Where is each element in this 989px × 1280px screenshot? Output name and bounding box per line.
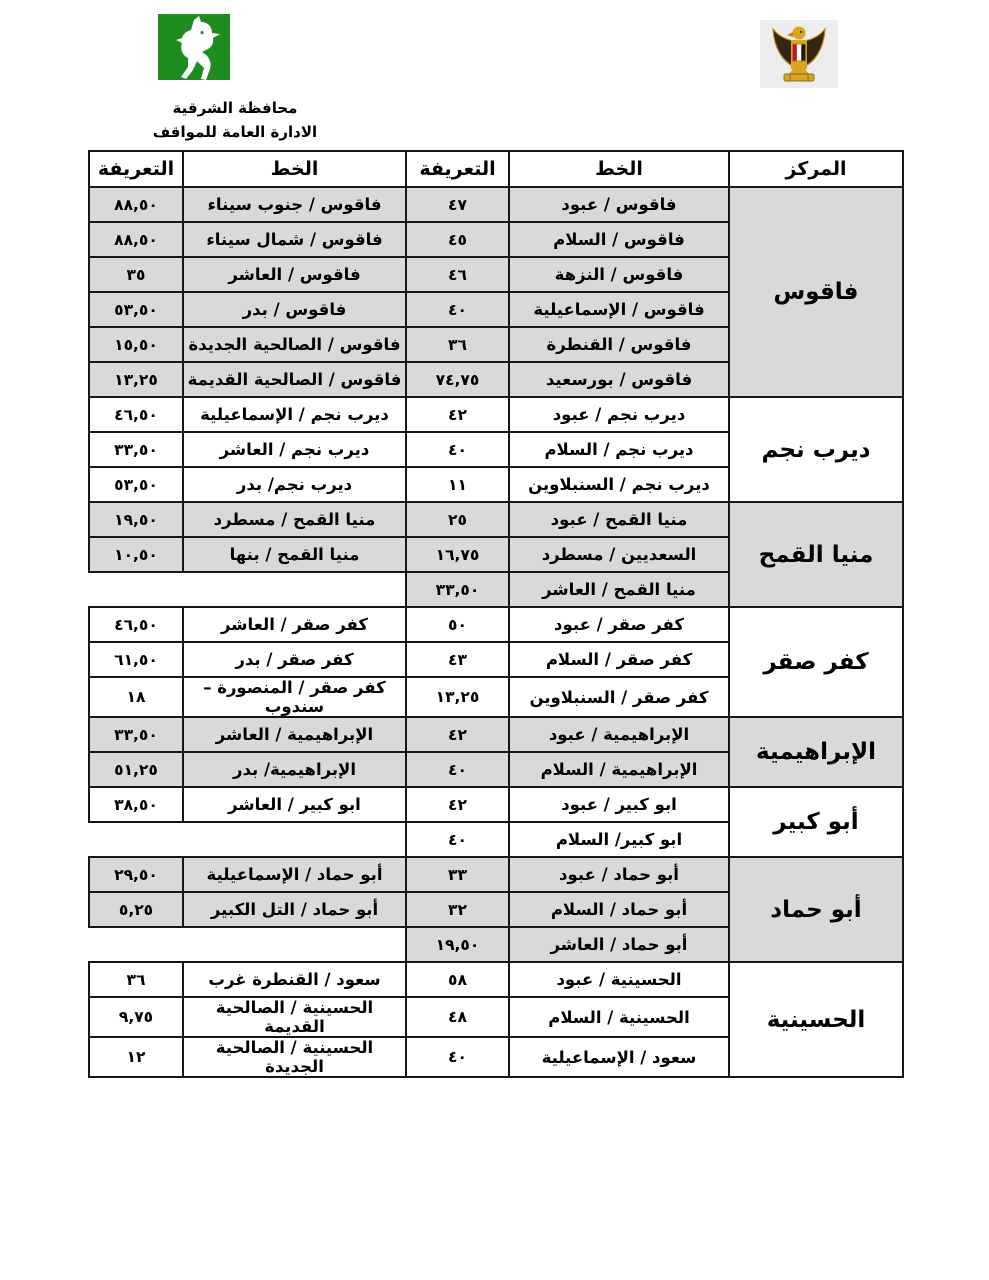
line-cell: منيا القمح / العاشر [509, 572, 729, 607]
governorate-name: محافظة الشرقية [172, 99, 298, 117]
line-cell: ديرب نجم/ بدر [183, 467, 406, 502]
line-cell: فاقوس / بدر [183, 292, 406, 327]
tariff-cell: ٣٣,٥٠ [406, 572, 509, 607]
line-cell: الإبراهيمية / عبود [509, 717, 729, 752]
tariff-cell: ٣٨,٥٠ [89, 787, 183, 822]
department-name: الادارة العامة للمواقف [152, 123, 318, 141]
line-cell: ديرب نجم / السلام [509, 432, 729, 467]
column-header-line: الخط [509, 151, 729, 187]
blank-cell [89, 572, 183, 607]
center-cell: أبو حماد [729, 857, 903, 962]
tariff-cell: ٤٦,٥٠ [89, 607, 183, 642]
table-row [89, 717, 903, 752]
center-cell: منيا القمح [729, 502, 903, 607]
tariff-cell: ٤٥ [406, 222, 509, 257]
line-cell: ديرب نجم / عبود [509, 397, 729, 432]
tariff-cell: ٤٢ [406, 397, 509, 432]
blank-cell [183, 927, 406, 962]
line-cell: الحسينية / الصالحية القديمة [183, 997, 406, 1037]
tariff-cell: ١٩,٥٠ [406, 927, 509, 962]
tariff-cell: ٦١,٥٠ [89, 642, 183, 677]
blank-cell [183, 822, 406, 857]
line-cell: ابو كبير / عبود [509, 787, 729, 822]
line-cell: سعود / القنطرة غرب [183, 962, 406, 997]
line-cell: فاقوس / القنطرة [509, 327, 729, 362]
tariff-cell: ٤٠ [406, 822, 509, 857]
tariff-cell: ٤٢ [406, 717, 509, 752]
line-cell: الإبراهيمية / السلام [509, 752, 729, 787]
tariff-cell: ١٣,٢٥ [406, 677, 509, 717]
tariff-cell: ٥,٢٥ [89, 892, 183, 927]
line-cell: سعود / الإسماعيلية [509, 1037, 729, 1077]
line-cell: الحسينية / عبود [509, 962, 729, 997]
table-row [89, 787, 903, 822]
line-cell: فاقوس / جنوب سيناء [183, 187, 406, 222]
line-cell: الإبراهيمية/ بدر [183, 752, 406, 787]
line-cell: فاقوس / بورسعيد [509, 362, 729, 397]
line-cell: كفر صقر / عبود [509, 607, 729, 642]
tariff-cell: ٤٢ [406, 787, 509, 822]
tariff-cell: ٤٠ [406, 292, 509, 327]
line-cell: ابو كبير / العاشر [183, 787, 406, 822]
tariff-cell: ٢٩,٥٠ [89, 857, 183, 892]
tariff-cell: ٥٣,٥٠ [89, 467, 183, 502]
line-cell: أبو حماد / السلام [509, 892, 729, 927]
column-header-tariff: التعريفة [89, 151, 183, 187]
org-title-block [140, 96, 330, 144]
line-cell: ابو كبير/ السلام [509, 822, 729, 857]
line-cell: أبو حماد / الإسماعيلية [183, 857, 406, 892]
tariff-cell: ٤٨ [406, 997, 509, 1037]
line-cell: الإبراهيمية / العاشر [183, 717, 406, 752]
column-header-tariff: التعريفة [406, 151, 509, 187]
tariff-cell: ٣٣,٥٠ [89, 717, 183, 752]
tariff-cell: ٤٦,٥٠ [89, 397, 183, 432]
table-row [89, 187, 903, 222]
blank-cell [183, 572, 406, 607]
line-cell: منيا القمح / مسطرد [183, 502, 406, 537]
tariff-cell: ٢٥ [406, 502, 509, 537]
center-cell: ديرب نجم [729, 397, 903, 502]
table-row [89, 857, 903, 892]
line-cell: كفر صقر / العاشر [183, 607, 406, 642]
tariff-cell: ١١ [406, 467, 509, 502]
tariff-cell: ٤٠ [406, 1037, 509, 1077]
tariff-cell: ٨٨,٥٠ [89, 222, 183, 257]
column-header-line: الخط [183, 151, 406, 187]
tariff-cell: ٤٠ [406, 432, 509, 467]
tariff-cell: ١٦,٧٥ [406, 537, 509, 572]
tariff-cell: ٣٦ [406, 327, 509, 362]
line-cell: ديرب نجم / العاشر [183, 432, 406, 467]
line-cell: فاقوس / الصالحية الجديدة [183, 327, 406, 362]
tariff-cell: ٨٨,٥٠ [89, 187, 183, 222]
table-row [89, 607, 903, 642]
tariff-table [88, 150, 904, 1078]
line-cell: كفر صقر / السلام [509, 642, 729, 677]
tariff-cell: ٣٦ [89, 962, 183, 997]
tariff-cell: ٧٤,٧٥ [406, 362, 509, 397]
line-cell: الحسينية / الصالحية الجديدة [183, 1037, 406, 1077]
line-cell: فاقوس / الصالحية القديمة [183, 362, 406, 397]
line-cell: كفر صقر / المنصورة – سندوب [183, 677, 406, 717]
line-cell: فاقوس / عبود [509, 187, 729, 222]
line-cell: الحسينية / السلام [509, 997, 729, 1037]
table-row [89, 962, 903, 997]
tariff-cell: ٤٧ [406, 187, 509, 222]
tariff-cell: ٥٨ [406, 962, 509, 997]
tariff-cell: ١٢ [89, 1037, 183, 1077]
tariff-cell: ٣٢ [406, 892, 509, 927]
tariff-cell: ٤٣ [406, 642, 509, 677]
line-cell: كفر صقر / بدر [183, 642, 406, 677]
line-cell: أبو حماد / عبود [509, 857, 729, 892]
line-cell: أبو حماد / العاشر [509, 927, 729, 962]
table-header-row [89, 151, 903, 187]
column-header-center: المركز [729, 151, 903, 187]
line-cell: ديرب نجم / الإسماعيلية [183, 397, 406, 432]
blank-cell [89, 822, 183, 857]
line-cell: منيا القمح / عبود [509, 502, 729, 537]
line-cell: فاقوس / العاشر [183, 257, 406, 292]
line-cell: السعديين / مسطرد [509, 537, 729, 572]
line-cell: كفر صقر / السنبلاوين [509, 677, 729, 717]
table-row [89, 397, 903, 432]
blank-cell [89, 927, 183, 962]
center-cell: الإبراهيمية [729, 717, 903, 787]
egypt-eagle-emblem [760, 20, 838, 88]
tariff-cell: ٥٣,٥٠ [89, 292, 183, 327]
center-cell: فاقوس [729, 187, 903, 397]
tariff-cell: ٣٥ [89, 257, 183, 292]
tariff-cell: ١٣,٢٥ [89, 362, 183, 397]
tariff-cell: ٣٣ [406, 857, 509, 892]
tariff-cell: ١٩,٥٠ [89, 502, 183, 537]
horse-icon [158, 14, 230, 80]
tariff-cell: ١٠,٥٠ [89, 537, 183, 572]
table-body [89, 151, 903, 1077]
center-cell: الحسينية [729, 962, 903, 1077]
tariff-cell: ٤٦ [406, 257, 509, 292]
tariff-cell: ٩,٧٥ [89, 997, 183, 1037]
tariff-cell: ٥١,٢٥ [89, 752, 183, 787]
eagle-icon [760, 20, 838, 88]
tariff-cell: ٤٠ [406, 752, 509, 787]
center-cell: كفر صقر [729, 607, 903, 717]
line-cell: فاقوس / شمال سيناء [183, 222, 406, 257]
line-cell: فاقوس / النزهة [509, 257, 729, 292]
line-cell: فاقوس / السلام [509, 222, 729, 257]
line-cell: فاقوس / الإسماعيلية [509, 292, 729, 327]
tariff-cell: ٣٣,٥٠ [89, 432, 183, 467]
sharqia-horse-logo [158, 14, 230, 80]
line-cell: أبو حماد / التل الكبير [183, 892, 406, 927]
tariff-cell: ١٥,٥٠ [89, 327, 183, 362]
center-cell: أبو كبير [729, 787, 903, 857]
line-cell: منيا القمح / بنها [183, 537, 406, 572]
table-row [89, 502, 903, 537]
tariff-cell: ١٨ [89, 677, 183, 717]
tariff-cell: ٥٠ [406, 607, 509, 642]
line-cell: ديرب نجم / السنبلاوين [509, 467, 729, 502]
